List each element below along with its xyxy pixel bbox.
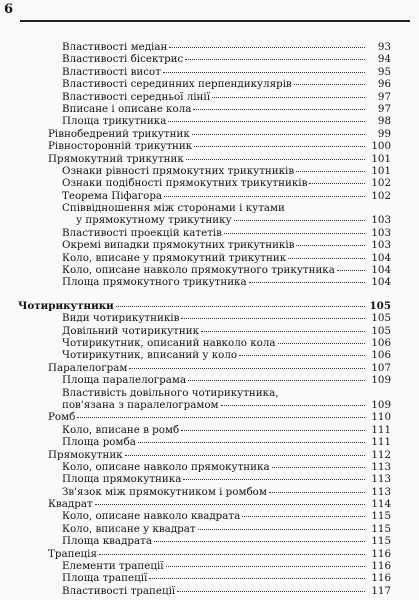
toc-entry <box>0 449 419 461</box>
toc-entry-page: 112 <box>371 448 391 461</box>
toc-entry <box>0 190 419 202</box>
toc-entry-title: пов'язана з паралелограмом <box>62 398 219 411</box>
toc-entry <box>0 535 419 547</box>
leader-dots <box>164 195 365 197</box>
table-of-contents <box>0 41 419 597</box>
leader-dots <box>149 577 365 579</box>
leader-dots <box>239 354 365 356</box>
toc-entry-page: 106 <box>371 349 391 362</box>
leader-dots <box>125 454 365 456</box>
leader-dots <box>194 145 365 147</box>
leader-dots <box>278 342 365 344</box>
toc-entry-title: Зв'язок між прямокутником і ромбом <box>62 485 267 498</box>
section-gap <box>0 289 419 300</box>
toc-entry-title: Коло, вписане в ромб <box>62 423 180 436</box>
toc-entry-title: Ознаки подібності прямокутних трикутників <box>62 177 308 190</box>
toc-entry <box>0 337 419 349</box>
toc-entry <box>0 140 419 152</box>
toc-entry-title: Ознаки рівності прямокутних трикутників <box>62 164 295 177</box>
leader-dots <box>188 379 365 381</box>
leader-dots <box>95 503 365 505</box>
toc-entry <box>0 202 419 214</box>
leader-dots <box>294 83 365 85</box>
leader-dots <box>296 244 365 246</box>
toc-entry <box>0 498 419 510</box>
leader-dots <box>221 404 365 406</box>
toc-entry-page: 102 <box>371 189 391 202</box>
toc-entry-page: 115 <box>371 535 391 548</box>
leader-dots <box>186 158 365 160</box>
toc-entry-title: Чотирикутник, описаний навколо кола <box>62 336 276 349</box>
toc-entry-page: 114 <box>371 498 391 511</box>
toc-entry-page: 97 <box>377 90 391 103</box>
toc-entry <box>0 300 419 312</box>
leader-dots <box>166 565 365 567</box>
leader-dots <box>185 58 365 60</box>
leader-dots <box>177 590 365 592</box>
toc-entry-title: Коло, вписане у квадрат <box>62 522 196 535</box>
leader-dots <box>201 330 365 332</box>
toc-section <box>0 41 419 289</box>
toc-entry-title: Окремі випадки прямокутних трикутників <box>62 239 295 252</box>
toc-entry-page: 98 <box>377 115 391 128</box>
toc-entry-page: 101 <box>371 164 391 177</box>
leader-dots <box>154 540 365 542</box>
toc-entry-title: Прямокутник <box>48 448 123 461</box>
toc-entry-page: 111 <box>371 436 391 449</box>
toc-entry <box>0 128 419 140</box>
toc-entry-title: Рівносторонній трикутник <box>48 140 193 153</box>
toc-entry-title: Коло, описане навколо квадрата <box>62 510 241 523</box>
leader-dots <box>99 553 365 555</box>
toc-entry-title: Властивості висот <box>62 65 161 78</box>
leader-dots <box>169 46 365 48</box>
leader-dots <box>192 133 365 135</box>
toc-entry-title: Чотирикутники <box>18 299 114 312</box>
toc-entry-title: Коло, вписане у прямокутний трикутник <box>62 251 287 264</box>
toc-entry-page: 103 <box>371 226 391 239</box>
toc-entry <box>0 411 419 423</box>
toc-entry <box>0 115 419 127</box>
toc-entry-title: Площа трикутника <box>62 115 167 128</box>
toc-entry <box>0 165 419 177</box>
toc-entry-title: Елементи трапеції <box>62 560 164 573</box>
toc-entry-title: Вписане і описане кола <box>62 102 192 115</box>
toc-entry <box>0 177 419 189</box>
leader-dots <box>309 182 365 184</box>
toc-entry-title: Коло, описане навколо прямокутника <box>62 460 270 473</box>
toc-entry <box>0 53 419 65</box>
toc-entry-page: 106 <box>371 336 391 349</box>
toc-entry <box>0 399 419 411</box>
toc-entry-title: Площа паралелограма <box>62 374 187 387</box>
toc-entry-page: 104 <box>371 251 391 264</box>
toc-entry <box>0 41 419 53</box>
toc-entry-title: Трапеція <box>48 547 97 560</box>
leader-dots <box>272 466 365 468</box>
leader-dots <box>129 367 365 369</box>
toc-entry <box>0 461 419 473</box>
toc-entry <box>0 486 419 498</box>
toc-entry-page: 113 <box>371 473 391 486</box>
leader-dots <box>181 429 365 431</box>
leader-dots <box>249 281 365 283</box>
leader-dots <box>181 317 365 319</box>
toc-entry-page: 107 <box>371 361 391 374</box>
toc-entry <box>0 510 419 522</box>
toc-entry <box>0 153 419 165</box>
toc-entry-title: у прямокутному трикутнику <box>76 214 232 227</box>
toc-entry-page: 95 <box>377 65 391 78</box>
toc-entry-title: Довільний чотирикутник <box>62 324 200 337</box>
toc-entry-title: Властивості бісектрис <box>62 53 184 66</box>
toc-entry <box>0 252 419 264</box>
toc-entry <box>0 424 419 436</box>
leader-dots <box>337 269 365 271</box>
toc-entry <box>0 276 419 288</box>
leader-dots <box>212 96 365 98</box>
toc-entry <box>0 387 419 399</box>
toc-entry-title: Чотирикутник, вписаний у коло <box>62 349 238 362</box>
toc-entry <box>0 78 419 90</box>
toc-entry-page: 102 <box>371 177 391 190</box>
toc-section <box>0 300 419 597</box>
toc-entry-page: 110 <box>371 411 391 424</box>
toc-entry-title: Площа трапеції <box>62 572 148 585</box>
toc-entry-title: Властивості трапеції <box>62 584 176 597</box>
toc-entry <box>0 103 419 115</box>
leader-dots <box>288 257 365 259</box>
toc-entry-title: Властивості медіан <box>62 41 168 53</box>
toc-entry-page: 96 <box>377 78 391 91</box>
toc-entry-page: 109 <box>371 398 391 411</box>
leader-dots <box>234 219 365 221</box>
leader-dots <box>269 491 365 493</box>
toc-entry-title: Властивість довільного чотирикутника, <box>62 386 279 399</box>
toc-entry <box>0 227 419 239</box>
toc-entry-page: 117 <box>371 584 391 597</box>
toc-entry-page: 101 <box>371 152 391 165</box>
toc-entry-title: Коло, описане навколо прямокутного трикутника <box>62 264 335 277</box>
toc-entry-title: Види чотирикутників <box>62 312 180 325</box>
toc-entry <box>0 312 419 324</box>
toc-entry <box>0 473 419 485</box>
leader-dots <box>183 478 365 480</box>
toc-entry-title: Площа прямокутника <box>62 473 182 486</box>
toc-entry-page: 94 <box>377 53 391 66</box>
toc-entry-page: 105 <box>369 299 391 312</box>
toc-entry-page: 103 <box>371 239 391 252</box>
toc-entry-title: Властивості проекцій катетів <box>62 226 222 239</box>
toc-entry-title: Рівнобедрений трикутник <box>48 127 190 140</box>
toc-entry-page: 113 <box>371 485 391 498</box>
leader-dots <box>193 108 365 110</box>
toc-entry-title: Паралелограм <box>48 361 128 374</box>
toc-entry-title: Квадрат <box>48 498 93 511</box>
toc-entry-page: 105 <box>371 324 391 337</box>
toc-entry-page: 113 <box>371 460 391 473</box>
toc-entry-page: 109 <box>371 374 391 387</box>
toc-entry <box>0 91 419 103</box>
toc-entry-page: 105 <box>371 312 391 325</box>
toc-entry-title: Теорема Піфагора <box>62 189 163 202</box>
toc-entry <box>0 572 419 584</box>
leader-dots <box>116 305 365 307</box>
toc-entry-page: 111 <box>371 423 391 436</box>
toc-entry <box>0 362 419 374</box>
toc-entry-page: 104 <box>371 276 391 289</box>
toc-entry-page: 116 <box>371 547 391 560</box>
toc-entry <box>0 264 419 276</box>
toc-entry-page: 99 <box>377 127 391 140</box>
toc-entry <box>0 214 419 226</box>
toc-entry-title: Властивості середньої лінії <box>62 90 211 103</box>
leader-dots <box>163 71 365 73</box>
toc-entry-page: 115 <box>371 522 391 535</box>
toc-entry-page: 93 <box>377 41 391 53</box>
toc-entry-page: 115 <box>371 510 391 523</box>
leader-dots <box>198 528 365 530</box>
toc-entry-title: Властивості серединних перпендикулярів <box>62 78 292 91</box>
toc-entry-page: 104 <box>371 264 391 277</box>
leader-dots <box>296 170 365 172</box>
toc-entry <box>0 325 419 337</box>
toc-entry-page: 97 <box>377 102 391 115</box>
toc-entry <box>0 349 419 361</box>
toc-entry <box>0 239 419 251</box>
leader-dots <box>138 441 365 443</box>
toc-entry-title: Ромб <box>48 411 76 424</box>
toc-entry <box>0 585 419 597</box>
toc-entry-title: Співвідношення між сторонами і кутами <box>62 202 285 215</box>
leader-dots <box>77 416 365 418</box>
toc-entry <box>0 548 419 560</box>
toc-entry-title: Площа прямокутного трикутника <box>62 276 247 289</box>
leader-dots <box>224 232 365 234</box>
toc-entry <box>0 560 419 572</box>
leader-dots <box>242 515 365 517</box>
leader-dots <box>168 120 365 122</box>
toc-entry-page: 116 <box>371 572 391 585</box>
toc-entry <box>0 374 419 386</box>
header-rule <box>20 20 410 22</box>
toc-entry-page: 116 <box>371 560 391 573</box>
page-number: 6 <box>4 2 14 17</box>
toc-entry <box>0 66 419 78</box>
toc-entry-page: 100 <box>371 140 391 153</box>
toc-entry-page: 103 <box>371 214 391 227</box>
toc-entry <box>0 436 419 448</box>
leader-dots <box>281 393 366 394</box>
toc-entry-title: Площа квадрата <box>62 535 152 548</box>
toc-entry <box>0 523 419 535</box>
leader-dots <box>287 208 365 209</box>
toc-entry-title: Прямокутний трикутник <box>48 152 184 165</box>
toc-entry-title: Площа ромба <box>62 436 136 449</box>
